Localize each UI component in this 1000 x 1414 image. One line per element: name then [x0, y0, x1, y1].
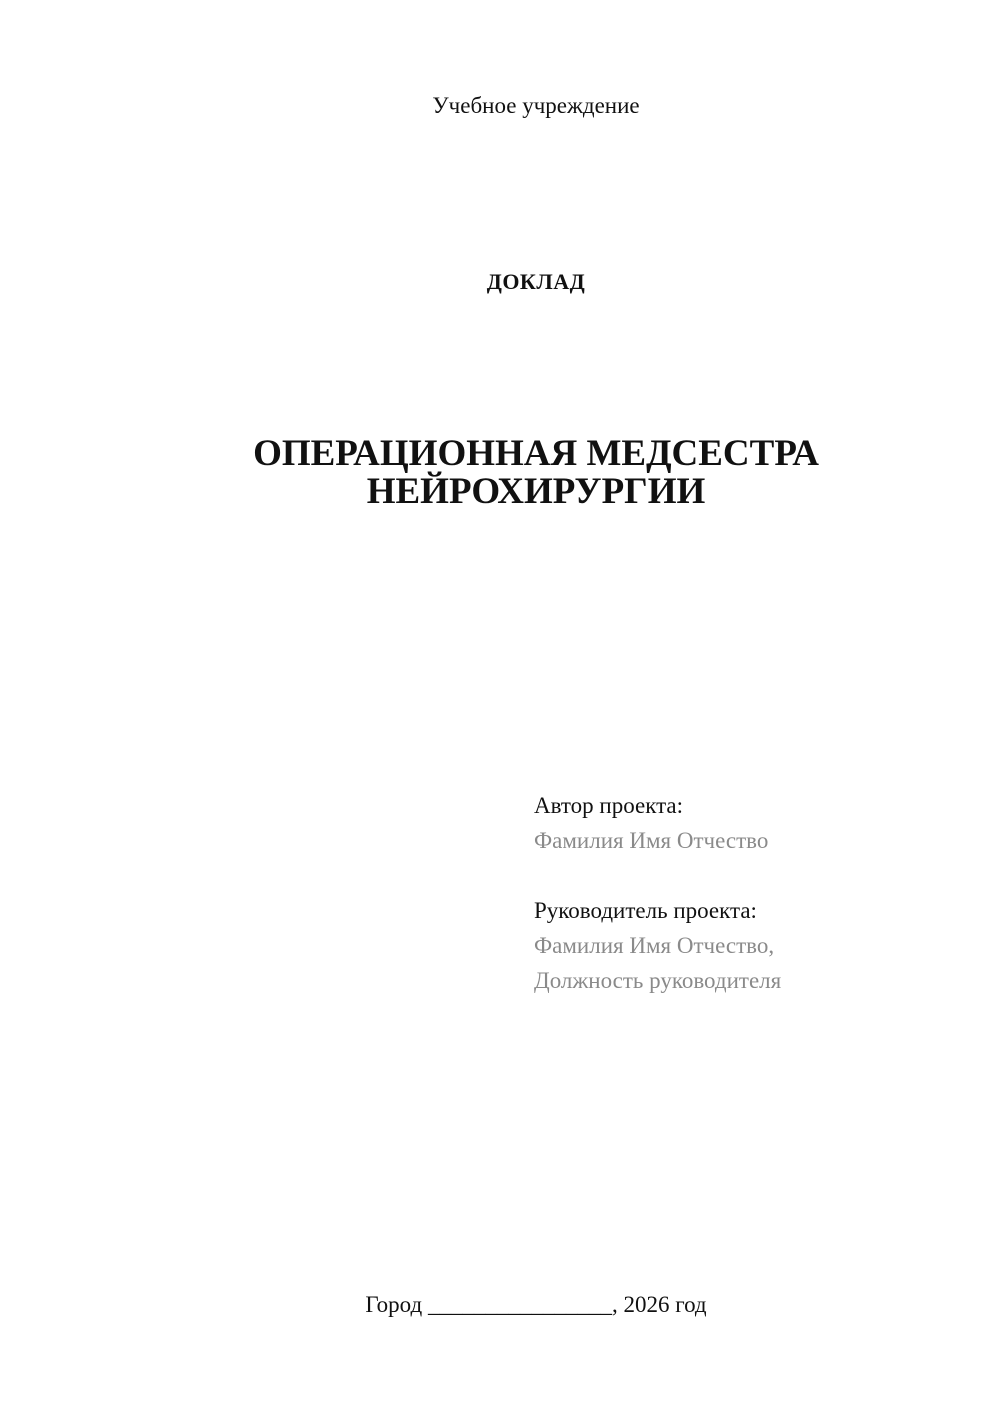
- title-line-1: ОПЕРАЦИОННАЯ МЕДСЕСТРА: [253, 433, 819, 474]
- document-type: ДОКЛАД: [486, 269, 586, 294]
- institution-name: Учебное учреждение: [432, 93, 640, 118]
- title-line-2: НЕЙРОХИРУРГИИ: [366, 471, 706, 512]
- city-year-line: Город ________________, 2026 год: [365, 1292, 707, 1317]
- supervisor-name: Фамилия Имя Отчество,: [534, 933, 775, 958]
- spacer: [534, 858, 974, 893]
- author-label: Автор проекта:: [534, 793, 683, 818]
- supervisor-label: Руководитель проекта:: [534, 898, 757, 923]
- project-credits: [534, 788, 974, 998]
- supervisor-position: Должность руководителя: [534, 968, 782, 993]
- document-title: [0, 435, 1000, 511]
- author-name: Фамилия Имя Отчество: [534, 828, 769, 853]
